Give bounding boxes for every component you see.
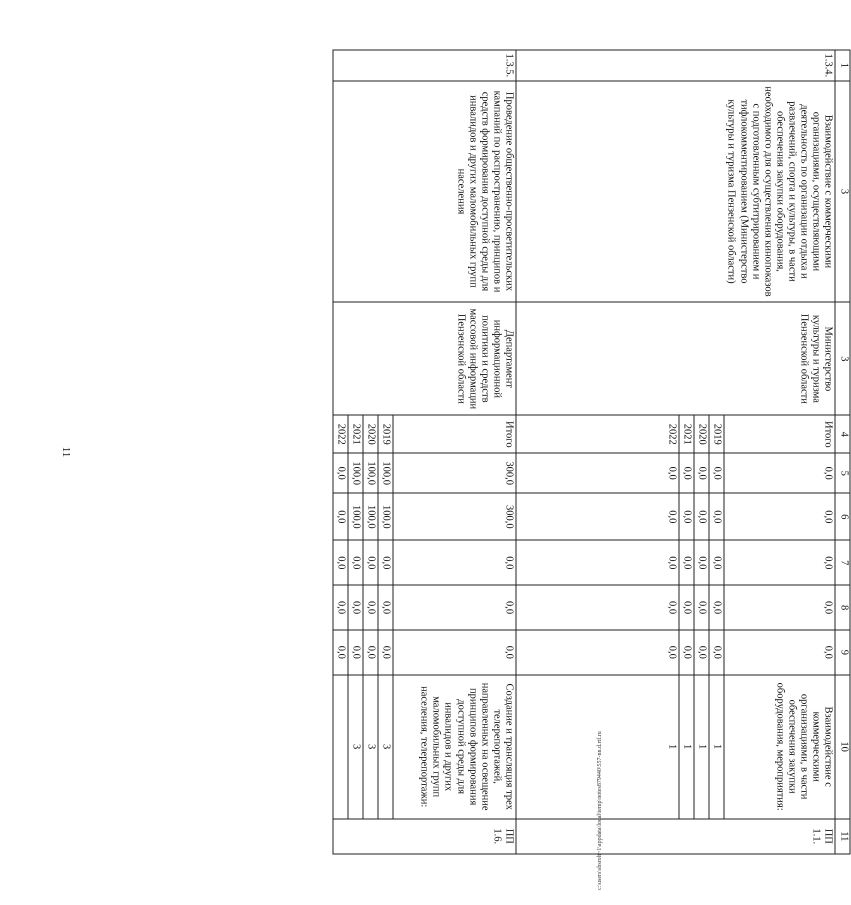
value-cell: 0,0 (679, 540, 694, 585)
value-cell: 0,0 (393, 630, 516, 675)
value-cell: 0,0 (679, 453, 694, 493)
header-cell: 3 (835, 302, 850, 415)
value-cell: 0,0 (363, 585, 378, 630)
value-cell: 0,0 (709, 585, 724, 630)
value-cell: 0,0 (694, 540, 709, 585)
header-cell: 1 (835, 50, 850, 81)
value-cell: 0,0 (694, 630, 709, 675)
year-cell: 2022 (516, 415, 679, 453)
value-cell: 0,0 (679, 493, 694, 540)
year-cell: 2020 (363, 415, 378, 453)
value-cell: 0,0 (516, 493, 679, 540)
table-header-row (835, 50, 850, 854)
year-cell: 2021 (679, 415, 694, 453)
indicator-value (333, 675, 348, 819)
value-cell: 0,0 (516, 540, 679, 585)
footer-file-path: c:\users\sbsrolt~1\appdata\local\temp\notes879440\557-nn.d.rtf.ru (597, 731, 603, 890)
value-cell: 0,0 (333, 540, 348, 585)
indicator-value: 1 (516, 675, 679, 819)
value-cell: 0,0 (363, 540, 378, 585)
header-cell: 5 (835, 453, 850, 493)
measure-code: 1.3.5. (333, 50, 516, 81)
executor: Департамент информационной политики и средств массовой информации Пензенской области (333, 302, 516, 415)
measure-name: Взаимодействие с коммерческими организациями, осуществляющими деятельность по организации отдыха и развлечений, спорта и культуры, в части обеспечения закупки оборудования, необходимого для осуществления кинопоказов с подготовленным субтитрированием и тифлокомментированием (Министерство культуры и туризма Пензенской области) (516, 81, 835, 303)
year-cell: 2020 (694, 415, 709, 453)
table-row (724, 50, 835, 854)
value-cell: 0,0 (333, 630, 348, 675)
indicator-value: 3 (363, 675, 378, 819)
value-cell: 0,0 (378, 630, 393, 675)
indicator-value: 1 (709, 675, 724, 819)
value-cell: 0,0 (694, 493, 709, 540)
header-cell: 10 (835, 675, 850, 819)
value-cell: 0,0 (363, 630, 378, 675)
value-cell: 100,0 (348, 453, 363, 493)
value-cell: 300,0 (393, 453, 516, 493)
value-cell: 0,0 (709, 540, 724, 585)
value-cell: 0,0 (679, 630, 694, 675)
measure-name: Проведение общественно-просветительских кампаний по распространению, принципов и средств формирования доступной среды для инвалидов и других маломобильных групп населения (333, 81, 516, 303)
value-cell: 0,0 (679, 585, 694, 630)
table-container (335, 50, 851, 855)
value-cell: 100,0 (378, 453, 393, 493)
year-cell: 2019 (709, 415, 724, 453)
value-cell: 0,0 (516, 453, 679, 493)
value-cell: 0,0 (333, 585, 348, 630)
header-cell: 8 (835, 585, 850, 630)
value-cell: 0,0 (516, 630, 679, 675)
indicator-value: 1 (694, 675, 709, 819)
header-cell: 6 (835, 493, 850, 540)
indicator-value: 1 (679, 675, 694, 819)
table-row (393, 50, 516, 854)
value-cell: 0,0 (724, 630, 835, 675)
value-cell: 0,0 (694, 585, 709, 630)
indicator-text: Взаимодействие с коммерческими организациями, в части обеспечения закупки оборудования, мероприятия: (724, 675, 835, 819)
reference-cell: ПП 1.6. (333, 819, 516, 854)
value-cell: 0,0 (724, 585, 835, 630)
value-cell: 0,0 (516, 585, 679, 630)
value-cell: 0,0 (724, 493, 835, 540)
value-cell: 0,0 (709, 630, 724, 675)
year-cell: 2022 (333, 415, 348, 453)
value-cell: 0,0 (724, 540, 835, 585)
page-number: 11 (60, 446, 72, 458)
value-cell: 0,0 (378, 585, 393, 630)
measures-table (332, 50, 850, 855)
header-cell: 4 (835, 415, 850, 453)
year-cell: Итого (393, 415, 516, 453)
value-cell: 0,0 (393, 540, 516, 585)
value-cell: 300,0 (393, 493, 516, 540)
value-cell: 0,0 (724, 453, 835, 493)
value-cell: 0,0 (348, 630, 363, 675)
indicator-value: 3 (378, 675, 393, 819)
measure-code: 1.3.4. (516, 50, 835, 81)
header-cell: 7 (835, 540, 850, 585)
value-cell: 0,0 (709, 493, 724, 540)
value-cell: 100,0 (363, 453, 378, 493)
indicator-text: Создание и трансляция трех телерепортажей, направленных на освещение принципов формирования доступной среды для инвалидов и других маломобильных групп населения, телерепортажи: (393, 675, 516, 819)
value-cell: 0,0 (378, 540, 393, 585)
header-cell: 9 (835, 630, 850, 675)
header-cell: 3 (835, 81, 850, 303)
value-cell: 0,0 (348, 585, 363, 630)
executor: Министерство культуры и туризма Пензенской области (516, 302, 835, 415)
value-cell: 100,0 (348, 493, 363, 540)
value-cell: 100,0 (363, 493, 378, 540)
value-cell: 0,0 (348, 540, 363, 585)
value-cell: 0,0 (393, 585, 516, 630)
header-cell: 11 (835, 819, 850, 854)
value-cell: 0,0 (333, 453, 348, 493)
value-cell: 100,0 (378, 493, 393, 540)
indicator-value: 3 (348, 675, 363, 819)
reference-cell: ПП 1.1. (516, 819, 835, 854)
value-cell: 0,0 (333, 493, 348, 540)
value-cell: 0,0 (694, 453, 709, 493)
value-cell: 0,0 (709, 453, 724, 493)
year-cell: Итого (724, 415, 835, 453)
year-cell: 2019 (378, 415, 393, 453)
year-cell: 2021 (348, 415, 363, 453)
